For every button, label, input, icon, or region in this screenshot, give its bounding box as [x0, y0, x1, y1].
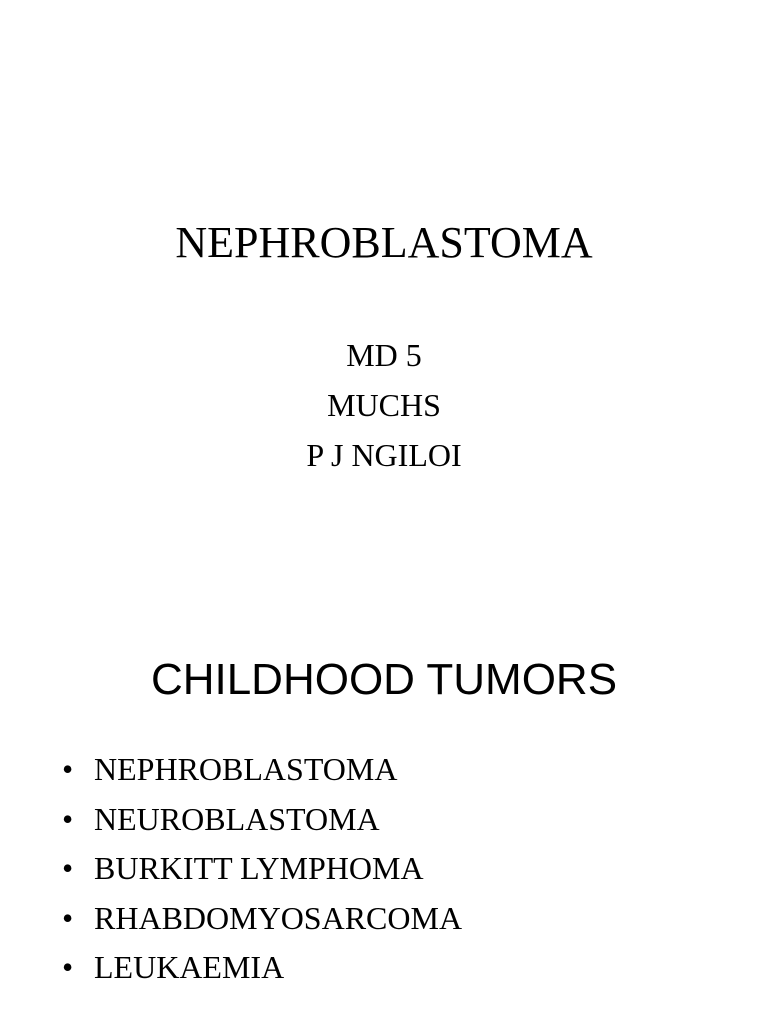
list-item	[62, 745, 462, 795]
list-item	[62, 894, 462, 944]
list-item	[62, 795, 462, 845]
bullet-icon: •	[62, 751, 74, 787]
list-item-text: LEUKAEMIA	[94, 949, 285, 985]
list-item	[62, 844, 462, 894]
bullet-icon: •	[62, 899, 74, 936]
list-item-text: NEPHROBLASTOMA	[94, 751, 398, 787]
slide-subtitle	[0, 330, 768, 480]
slide-title: CHILDHOOD TUMORS	[150, 655, 618, 704]
bullet-icon: •	[62, 949, 74, 985]
list-item	[62, 943, 462, 993]
subtitle-line-author: P J NGILOI	[306, 437, 462, 473]
bullet-list	[62, 745, 462, 993]
list-item-text: RHABDOMYOSARCOMA	[94, 899, 463, 936]
list-item-text: NEUROBLASTOMA	[94, 800, 380, 837]
subtitle-line-institution: MUCHS	[327, 387, 441, 423]
bullet-icon: •	[62, 800, 74, 837]
slide-2	[0, 576, 768, 1024]
slide-title: NEPHROBLASTOMA	[175, 218, 593, 267]
list-item-text: BURKITT LYMPHOMA	[94, 850, 424, 886]
subtitle-line-course: MD 5	[346, 337, 422, 373]
bullet-icon: •	[62, 850, 74, 886]
